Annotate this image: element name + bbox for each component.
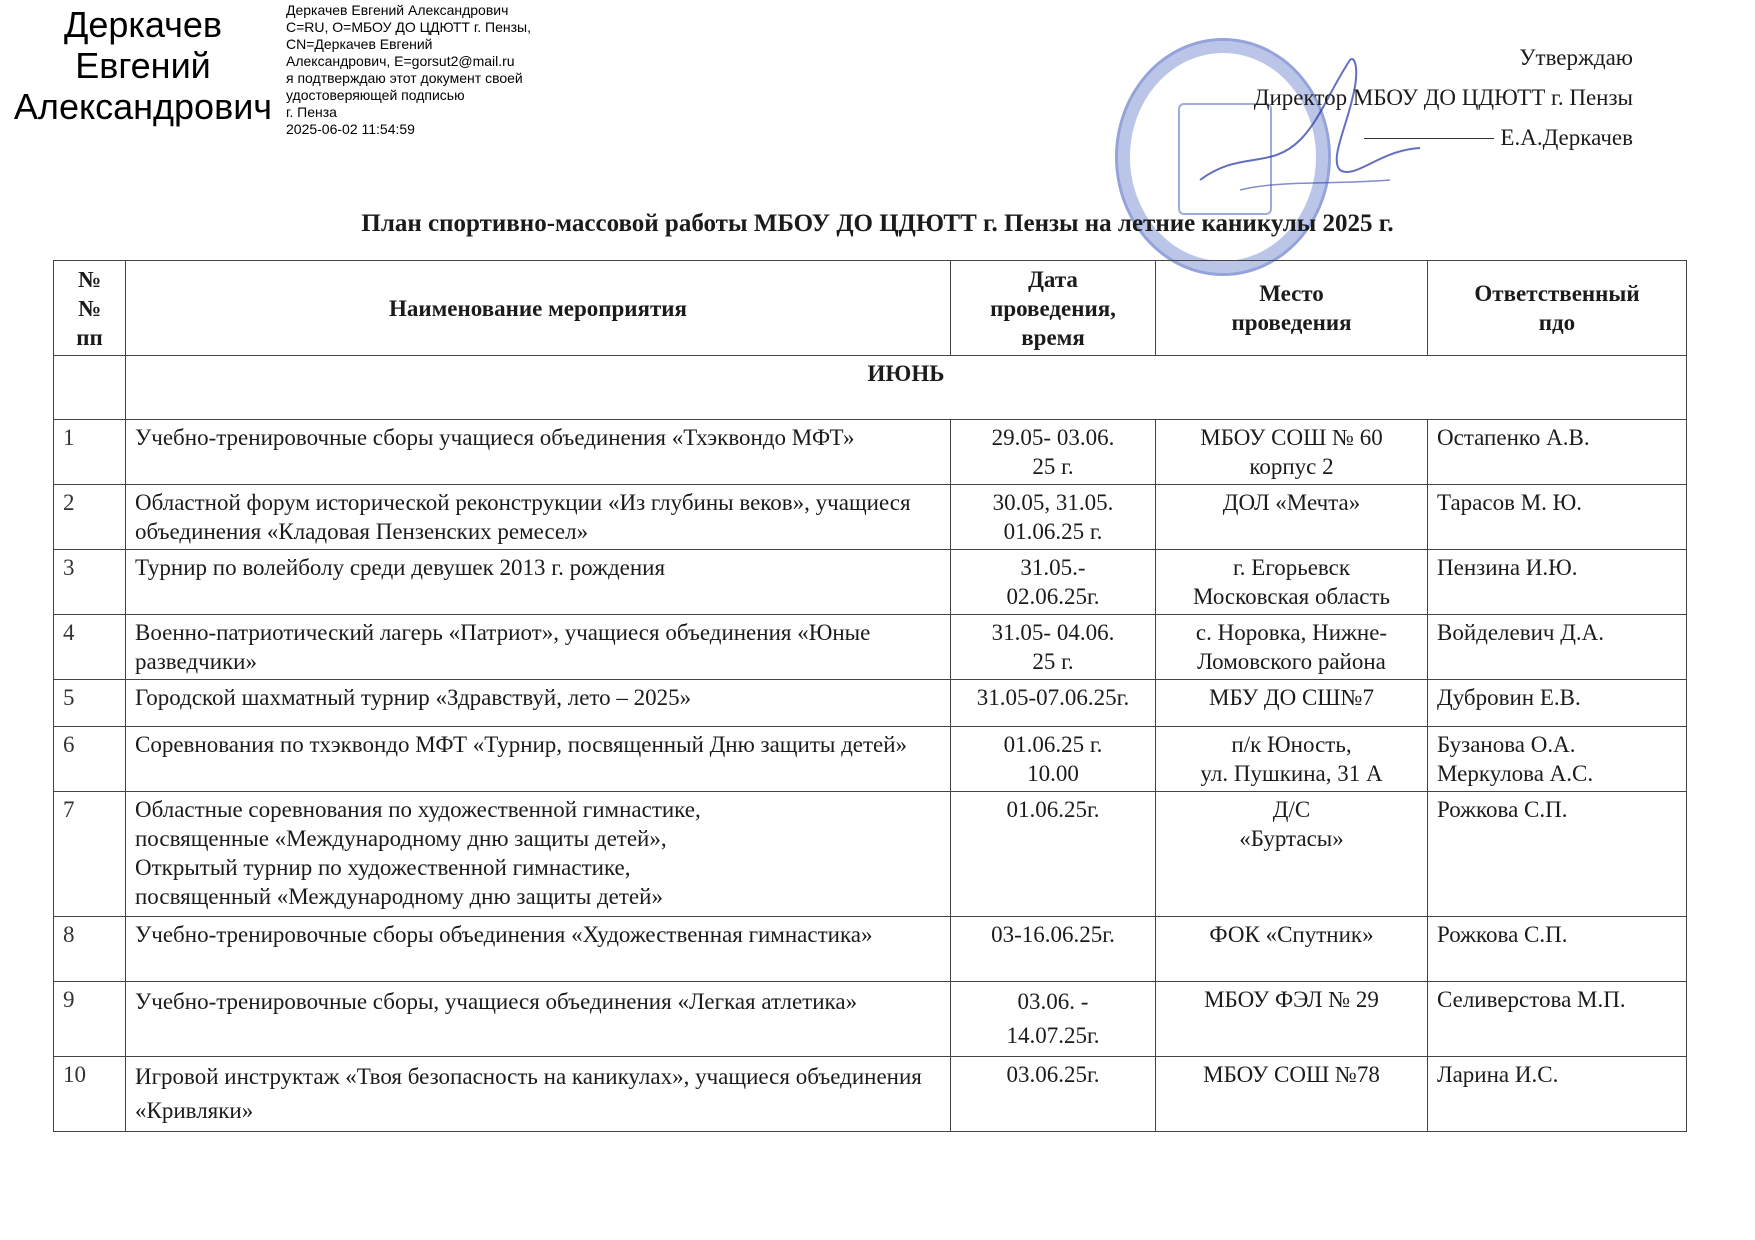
signature-timestamp: 2025-06-02 11:54:59 [286,121,415,137]
signature-detail-line: C=RU, O=МБОУ ДО ЦДЮТТ г. Пензы, [286,19,531,35]
event-responsible: Войделевич Д.А. [1428,615,1687,680]
event-place: МБОУ СОШ №78 [1156,1057,1428,1132]
signature-detail-line: удостоверяющей подписью [286,87,465,103]
event-place: п/к Юность, ул. Пушкина, 31 А [1156,727,1428,792]
event-date: 31.05- 04.06. 25 г. [951,615,1156,680]
signature-detail-line: Александрович, E=gorsut2@mail.ru [286,53,515,69]
approver-position: Директор МБОУ ДО ЦДЮТТ г. Пензы [1253,85,1633,110]
approval-block [1150,38,1633,158]
event-responsible: Рожкова С.П. [1428,792,1687,917]
event-date: 03.06. - 14.07.25г. [951,982,1156,1057]
header-place: Место проведения [1156,261,1428,356]
row-number: 5 [54,680,126,727]
table-row [54,792,1687,917]
event-date: 03.06.25г. [951,1057,1156,1132]
table-row [54,1057,1687,1132]
row-number: 7 [54,792,126,917]
event-responsible: Тарасов М. Ю. [1428,485,1687,550]
signer-name-line: Александрович [13,86,273,127]
table-row [54,982,1687,1057]
row-number: 4 [54,615,126,680]
approver-signature-line [1150,118,1633,158]
table-row [54,485,1687,550]
signature-detail-line: CN=Деркачев Евгений [286,36,433,52]
event-date: 01.06.25 г. 10.00 [951,727,1156,792]
event-date: 30.05, 31.05. 01.06.25 г. [951,485,1156,550]
document-title: План спортивно-массовой работы МБОУ ДО ЦДЮТТ г. Пензы на летние каникулы 2025 г. [361,210,1394,237]
event-name: Турнир по волейболу среди девушек 2013 г. рождения [126,550,951,615]
event-place: МБУ ДО СШ№7 [1156,680,1428,727]
event-date: 03-16.06.25г. [951,917,1156,982]
event-place: ДОЛ «Мечта» [1156,485,1428,550]
event-date: 31.05.- 02.06.25г. [951,550,1156,615]
month-label: ИЮНЬ [126,356,1687,420]
event-responsible: Бузанова О.А. Меркулова А.С. [1428,727,1687,792]
event-responsible: Ларина И.С. [1428,1057,1687,1132]
signer-name-line: Евгений [75,45,211,86]
event-responsible: Пензина И.Ю. [1428,550,1687,615]
event-name: Учебно-тренировочные сборы объединения «Художественная гимнастика» [126,917,951,982]
event-date: 01.06.25г. [951,792,1156,917]
header-event-name: Наименование мероприятия [126,261,951,356]
row-number: 9 [54,982,126,1057]
event-place: г. Егорьевск Московская область [1156,550,1428,615]
table-row [54,420,1687,485]
event-name: Учебно-тренировочные сборы учащиеся объединения «Тхэквондо МФТ» [126,420,951,485]
month-row [54,356,1687,420]
approve-word: Утверждаю [1519,45,1633,70]
event-date: 31.05-07.06.25г. [951,680,1156,727]
row-number: 1 [54,420,126,485]
row-number: 10 [54,1057,126,1132]
event-name: Городской шахматный турнир «Здравствуй, лето – 2025» [126,680,951,727]
table-row [54,727,1687,792]
event-responsible: Остапенко А.В. [1428,420,1687,485]
event-name: Учебно-тренировочные сборы, учащиеся объединения «Легкая атлетика» [126,982,951,1057]
signer-name-line: Деркачев [63,4,223,45]
approver-name: Е.А.Деркачев [1500,125,1633,150]
header-responsible: Ответственный пдо [1428,261,1687,356]
table-row [54,615,1687,680]
table-row [54,917,1687,982]
signature-details [286,2,586,138]
table-row [54,550,1687,615]
header-num: № № пп [54,261,126,356]
event-place: Д/С «Буртасы» [1156,792,1428,917]
event-place: МБОУ СОШ № 60 корпус 2 [1156,420,1428,485]
signer-name [2,4,284,127]
row-number: 3 [54,550,126,615]
event-name: Соревнования по тхэквондо МФТ «Турнир, посвященный Дню защиты детей» [126,727,951,792]
row-number: 2 [54,485,126,550]
event-responsible: Дубровин Е.В. [1428,680,1687,727]
event-place: с. Норовка, Нижне- Ломовского района [1156,615,1428,680]
event-date: 29.05- 03.06. 25 г. [951,420,1156,485]
month-row-num-cell [54,356,126,420]
header-date: Дата проведения, время [951,261,1156,356]
table-row [54,680,1687,727]
event-responsible: Рожкова С.П. [1428,917,1687,982]
signature-underline [1364,138,1494,139]
events-table [53,260,1687,1132]
signature-detail-line: г. Пенза [286,104,337,120]
row-number: 6 [54,727,126,792]
row-number: 8 [54,917,126,982]
table-header-row [54,261,1687,356]
event-name: Игровой инструктаж «Твоя безопасность на каникулах», учащиеся объединения «Кривляки» [126,1057,951,1132]
event-place: МБОУ ФЭЛ № 29 [1156,982,1428,1057]
event-responsible: Селиверстова М.П. [1428,982,1687,1057]
event-name: Военно-патриотический лагерь «Патриот», учащиеся объединения «Юные разведчики» [126,615,951,680]
event-name: Областные соревнования по художественной гимнастике, посвященные «Международному дню защиты детей», Открытый турнир по художественной гимнастике, посвященный «Международному дню защиты детей» [126,792,951,917]
signature-detail-line: я подтверждаю этот документ своей [286,70,523,86]
event-name: Областной форум исторической реконструкции «Из глубины веков», учащиеся объединения «Кладовая Пензенских ремесел» [126,485,951,550]
event-place: ФОК «Спутник» [1156,917,1428,982]
signature-detail-line: Деркачев Евгений Александрович [286,2,509,18]
